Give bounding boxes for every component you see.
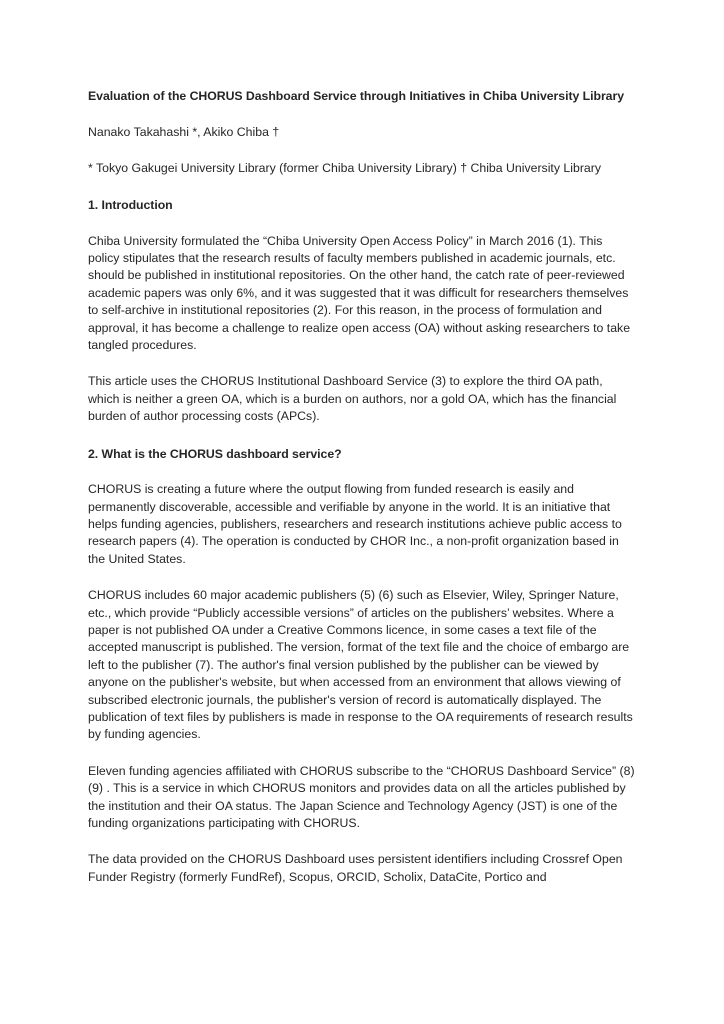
paragraph: CHORUS is creating a future where the output flowing from funded research is easily and permanently discoverable, accessible and verifiable by anyone in the world. It is an initiative that helps funding agencies, publishers, researchers and research institutions achieve public access to research papers (4). The operation is conducted by CHOR Inc., a non-profit organization based in the United States. — [88, 482, 622, 566]
paragraph: The data provided on the CHORUS Dashboard uses persistent identifiers including Crossref Open Funder Registry (formerly FundRef), Scopus, ORCID, Scholix, DataCite, Portico and — [88, 852, 623, 884]
author-affiliations: * Tokyo Gakugei University Library (former Chiba University Library) † Chiba University Library — [88, 160, 601, 175]
section-heading-introduction: 1. Introduction — [88, 198, 173, 213]
section-heading-what-is-chorus-dashboard-service: 2. What is the CHORUS dashboard service? — [88, 446, 342, 461]
document-body — [88, 88, 635, 886]
paragraph: This article uses the CHORUS Institutional Dashboard Service (3) to explore the third OA path, which is neither a green OA, which is a burden on authors, nor a gold OA, which has the financial burden of author processing costs (APCs). — [88, 374, 617, 424]
paragraph: CHORUS includes 60 major academic publishers (5) (6) such as Elsevier, Wiley, Springer Nature, etc., which provide “Publicly accessible versions” of articles on the publishers’ websites. Where a paper is not published OA under a Creative Commons licence, in some cases a text file of the accepted manuscript is published. The version, format of the text file and the choice of embargo are left to the publisher (7). The author's final version published by the publisher can be viewed by anyone on the publisher's website, but when accessed from an environment that allows viewing of subscribed electronic journals, the publisher's version of record is automatically displayed. The publication of text files by publishers is made in response to the OA requirements of research results by funding agencies. — [88, 588, 633, 742]
document-title: Evaluation of the CHORUS Dashboard Service through Initiatives in Chiba University Library — [88, 89, 624, 103]
paragraph: Eleven funding agencies affiliated with CHORUS subscribe to the “CHORUS Dashboard Service” (8) (9) . This is a service in which CHORUS monitors and provides data on all the articles published by the institution and their OA status. The Japan Science and Technology Agency (JST) is one of the funding organizations participating with CHORUS. — [88, 763, 635, 830]
author-byline: Nanako Takahashi *, Akiko Chiba † — [88, 124, 280, 139]
paragraph: Chiba University formulated the “Chiba University Open Access Policy” in March 2016 (1). This policy stipulates that the research results of faculty members published in academic journals, etc. should be published in institutional repositories. On the other hand, the catch rate of peer-reviewed academic papers was only 6%, and it was suggested that it was difficult for researchers themselves to self-archive in institutional repositories (2). For this reason, in the process of formulation and approval, it has become a challenge to realize open access (OA) without asking researchers to take tangled procedures. — [88, 233, 631, 353]
